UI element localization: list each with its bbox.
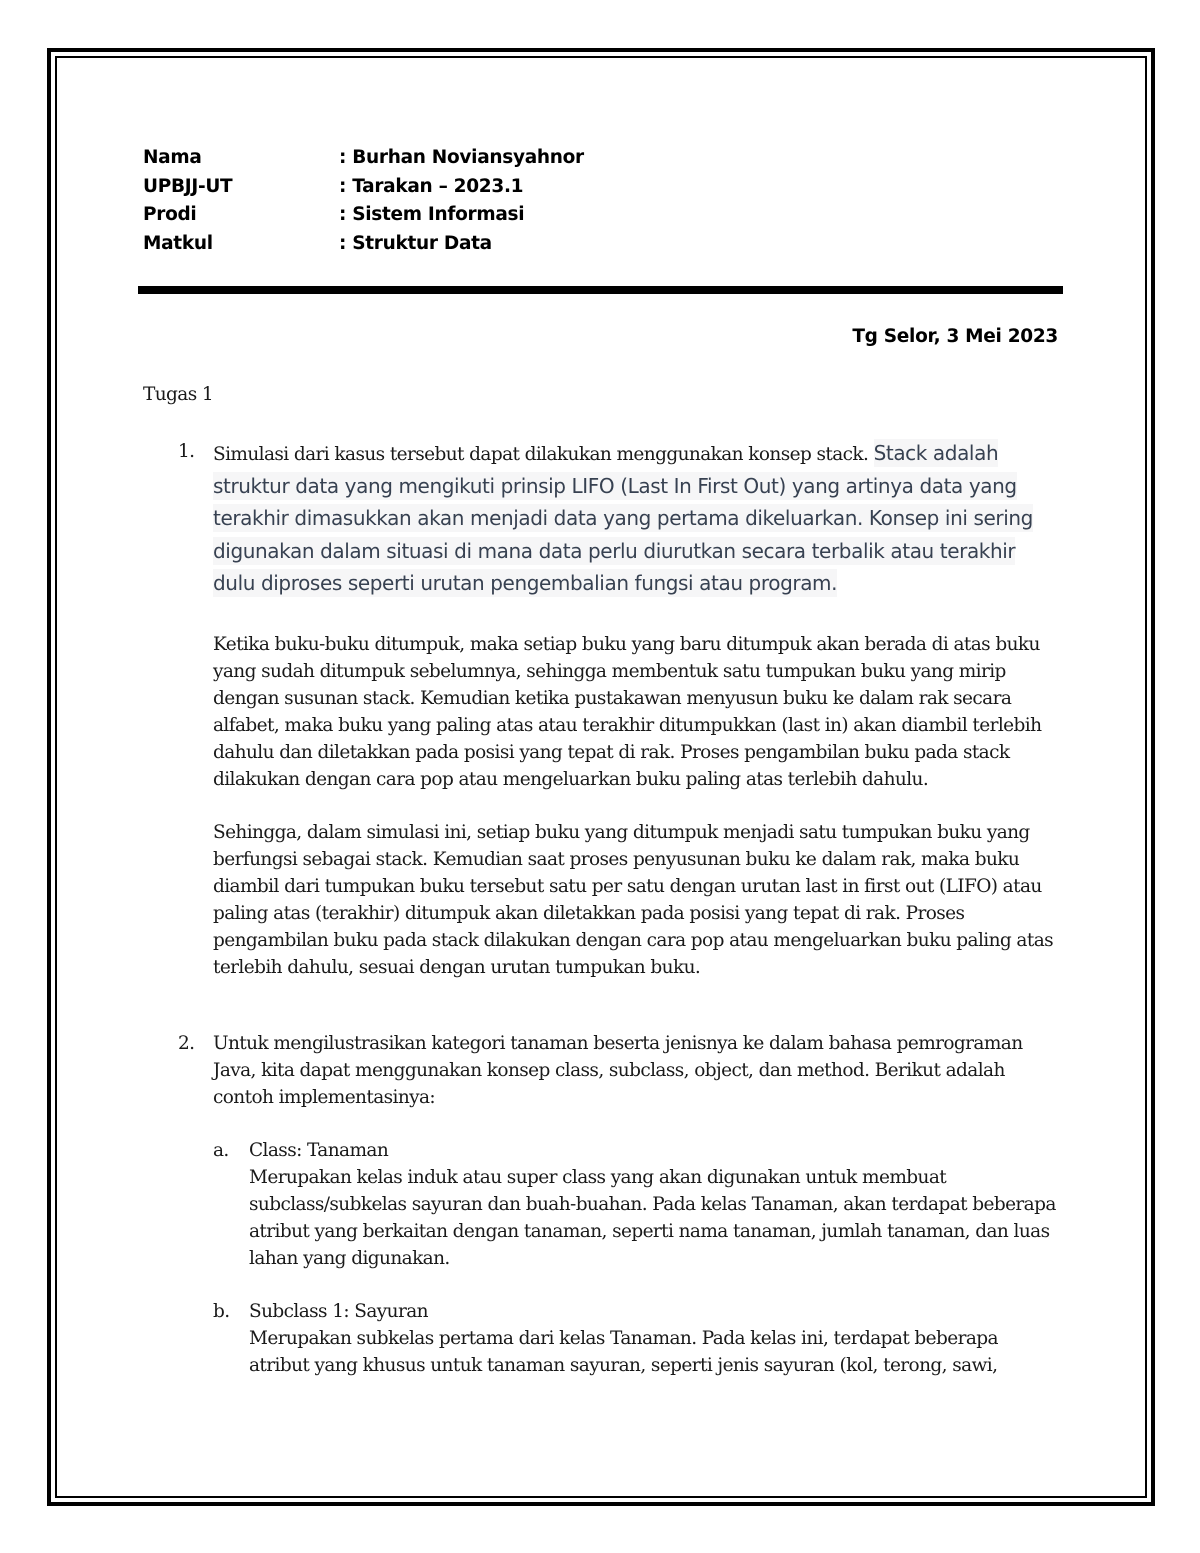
info-row-upbjj: [143, 173, 584, 202]
sub-heading: Class: Tanaman: [249, 1140, 389, 1161]
info-value: : Struktur Data: [339, 232, 492, 254]
info-label: UPBJJ-UT: [143, 175, 233, 197]
answer-item-2: [143, 1030, 1063, 1379]
info-row-nama: [143, 144, 584, 173]
info-label: Matkul: [143, 232, 213, 254]
sub-text: Merupakan kelas induk atau super class yang akan digunakan untuk membuat subclass/subkelas sayuran dan buah-buahan. Pada kelas Tanaman, akan terdapat beberapa atribut yang berkaitan dengan tanaman, seperti nama tanaman, jumlah tanaman, dan luas lahan yang digunakan.: [249, 1167, 1056, 1269]
sub-letter: a.: [213, 1140, 229, 1161]
sub-heading: Subclass 1: Sayuran: [249, 1301, 428, 1322]
item2-sub-a: [213, 1137, 1063, 1272]
item1-first-paragraph: [213, 438, 1063, 601]
item1-paragraph-3: Sehingga, dalam simulasi ini, setiap buku yang ditumpuk menjadi satu tumpukan buku yang berfungsi sebagai stack. Kemudian saat proses penyusunan buku ke dalam rak, maka buku diambil dari tumpukan buku tersebut satu per satu dengan urutan last in first out (LIFO) atau paling atas (terakhir) ditumpuk akan diletakkan pada posisi yang tepat di rak. Proses pengambilan buku pada stack dilakukan dengan cara pop atau mengeluarkan buku paling atas terlebih dahulu, sesuai dengan urutan tumpukan buku.: [213, 821, 1054, 978]
header-divider: [138, 286, 1063, 294]
info-label: Nama: [143, 147, 202, 168]
info-value: : Tarakan – 2023.1: [339, 175, 524, 197]
item1-intro: Simulasi dari kasus tersebut dapat dilakukan menggunakan konsep stack.: [213, 444, 874, 465]
document-date: Tg Selor, 3 Mei 2023: [852, 326, 1058, 347]
info-row-matkul: [143, 230, 584, 259]
info-label: Prodi: [143, 204, 197, 225]
item1-paragraph-2: Ketika buku-buku ditumpuk, maka setiap buku yang baru ditumpuk akan berada di atas buku yang sudah ditumpuk sebelumnya, sehingga membentuk satu tumpukan buku yang mirip dengan susunan stack. Kemudian ketika pustakawan menyusun buku ke dalam rak secara alfabet, maka buku yang paling atas atau terakhir ditumpukkan (last in) akan diambil terlebih dahulu dan diletakkan pada posisi yang tepat di rak. Proses pengambilan buku pada stack dilakukan dengan cara pop atau mengeluarkan buku paling atas terlebih dahulu.: [213, 633, 1042, 790]
student-info: [143, 144, 584, 258]
info-row-prodi: [143, 201, 584, 230]
item2-sub-b: [213, 1298, 1063, 1379]
info-value: : Sistem Informasi: [339, 204, 525, 225]
item-number: 1.: [178, 441, 195, 462]
item1-highlight: Stack adalah struktur data yang mengikuti prinsip LIFO (Last In First Out) yang artinya data yang terakhir dimasukkan akan menjadi data yang pertama dikeluarkan. Konsep ini sering digunakan dalam situasi di mana data perlu diurutkan secara terbalik atau terakhir dulu diproses seperti urutan pengembalian fungsi atau program.: [213, 441, 1033, 595]
item2-intro: Untuk mengilustrasikan kategori tanaman beserta jenisnya ke dalam bahasa pemrograman Java, kita dapat menggunakan konsep class, subclass, object, dan method. Berikut adalah contoh implementasinya:: [213, 1033, 1023, 1108]
sub-letter: b.: [213, 1301, 230, 1322]
answer-item-1: [143, 438, 1063, 981]
item-number: 2.: [178, 1033, 195, 1054]
sub-text: Merupakan subkelas pertama dari kelas Tanaman. Pada kelas ini, terdapat beberapa atribut yang khusus untuk tanaman sayuran, seperti jenis sayuran (kol, terong, sawi,: [249, 1328, 998, 1376]
info-value: : Burhan Noviansyahnor: [339, 147, 584, 168]
assignment-title: Tugas 1: [143, 384, 214, 405]
